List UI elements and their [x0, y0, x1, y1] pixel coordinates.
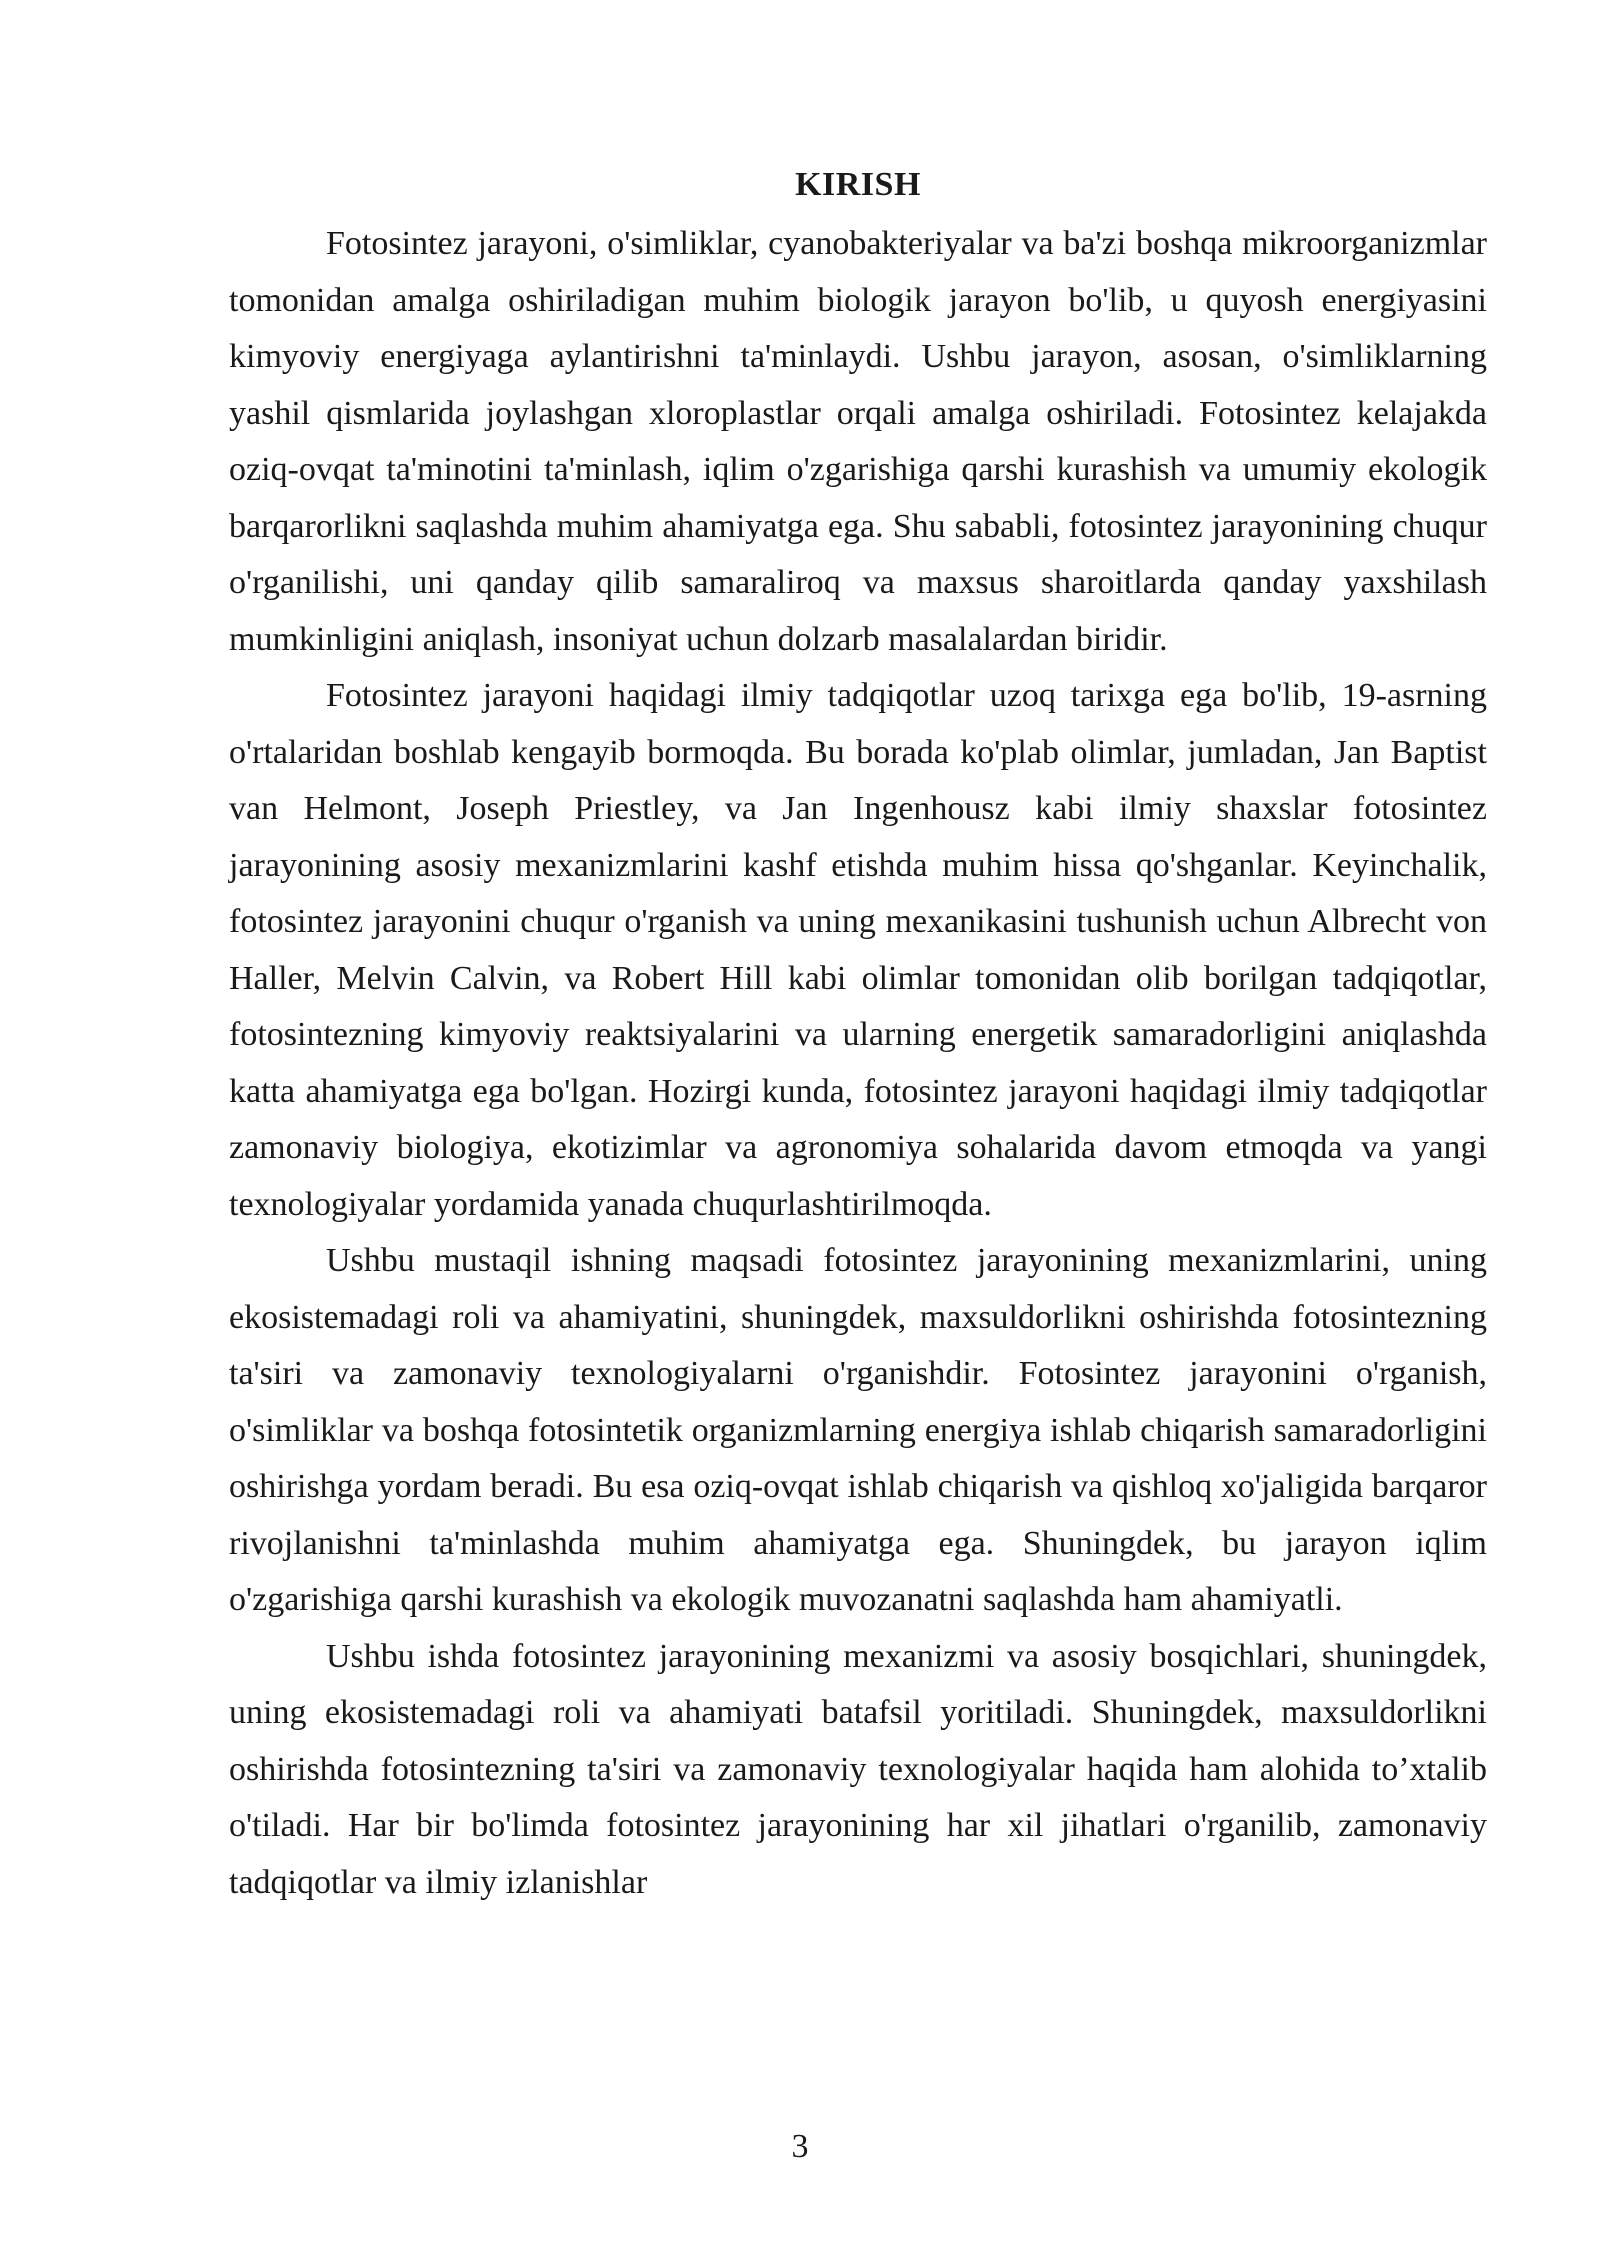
- document-page: [229, 160, 1487, 1911]
- paragraph-scope: Ushbu ishda fotosintez jarayonining mexanizmi va asosiy bosqichlari, shuningdek, uning ekosistemadagi roli va ahamiyati batafsil yoritiladi. Shuningdek, maxsuldorlikni oshirishda fotosintezning ta'siri va zamonaviy texnologiyalar haqida ham alohida to’xtalib o'tiladi. Har bir bo'limda fotosintez jarayonining har xil jihatlari o'rganilib, zamonaviy tadqiqotlar va ilmiy izlanishlar: [229, 1637, 1487, 1901]
- paragraph-purpose: Ushbu mustaqil ishning maqsadi fotosintez jarayonining mexanizmlarini, uning ekosistemadagi roli va ahamiyatini, shuningdek, maxsuldorlikni oshirishda fotosintezning ta'siri va zamonaviy texnologiyalarni o'rganishdir. Fotosintez jarayonini o'rganish, o'simliklar va boshqa fotosintetik organizmlarning energiya ishlab chiqarish samaradorligini oshirishga yordam beradi. Bu esa oziq-ovqat ishlab chiqarish va qishloq xo'jaligida barqaror rivojlanishni ta'minlashda muhim ahamiyatga ega. Shuningdek, bu jarayon iqlim o'zgarishiga qarshi kurashish va ekologik muvozanatni saqlashda ham ahamiyatli.: [229, 1242, 1487, 1618]
- paragraph-history: Fotosintez jarayoni haqidagi ilmiy tadqiqotlar uzoq tarixga ega bo'lib, 19-asrning o'rtalaridan boshlab kengayib bormoqda. Bu borada ko'plab olimlar, jumladan, Jan Baptist van Helmont, Joseph Priestley, va Jan Ingenhousz kabi ilmiy shaxslar fotosintez jarayonining asosiy mexanizmlarini kashf etishda muhim hissa qo'shganlar. Keyinchalik, fotosintez jarayonini chuqur o'rganish va uning mexanikasini tushunish uchun Albrecht von Haller, Melvin Calvin, va Robert Hill kabi olimlar tomonidan olib borilgan tadqiqotlar, fotosintezning kimyoviy reaktsiyalarini va ularning energetik samaradorligini aniqlashda katta ahamiyatga ega bo'lgan. Hozirgi kunda, fotosintez jarayoni haqidagi ilmiy tadqiqotlar zamonaviy biologiya, ekotizimlar va agronomiya sohalarida davom etmoqda va yangi texnologiyalar yordamida yanada chuqurlashtirilmoqda.: [229, 677, 1487, 1223]
- paragraph-introduction: Fotosintez jarayoni, o'simliklar, cyanobakteriyalar va ba'zi boshqa mikroorganizmlar tomonidan amalga oshiriladigan muhim biologik jarayon bo'lib, u quyosh energiyasini kimyoviy energiyaga aylantirishni ta'minlaydi. Ushbu jarayon, asosan, o'simliklarning yashil qismlarida joylashgan xloroplastlar orqali amalga oshiriladi. Fotosintez kelajakda oziq-ovqat ta'minotini ta'minlash, iqlim o'zgarishiga qarshi kurashish va umumiy ekologik barqarorlikni saqlashda muhim ahamiyatga ega. Shu sababli, fotosintez jarayonining chuqur o'rganilishi, uni qanday qilib samaraliroq va maxsus sharoitlarda qanday yaxshilash mumkinligini aniqlash, insoniyat uchun dolzarb masalalardan biridir.: [229, 225, 1487, 658]
- section-title: KIRISH: [795, 166, 921, 203]
- page-number: 3: [791, 2128, 809, 2165]
